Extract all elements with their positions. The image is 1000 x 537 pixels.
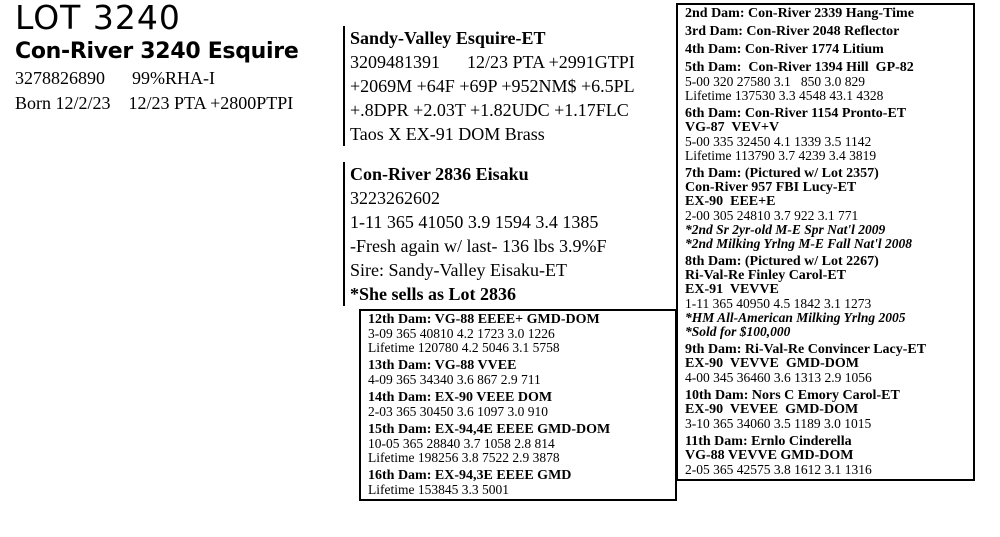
sire-name: Sandy-Valley Esquire-ET <box>350 28 546 48</box>
sire-line: Taos X EX-91 DOM Brass <box>350 124 545 144</box>
dam-heading: 5th Dam: Con-River 1394 Hill GP-82 <box>685 60 914 75</box>
dam-heading: 14th Dam: EX-90 VEEE DOM <box>368 390 553 405</box>
dam-entry <box>685 255 966 339</box>
dam-record: 1-11 365 40950 4.5 1842 3.1 1273 <box>685 296 872 311</box>
dam-block <box>343 162 663 306</box>
dam-heading: 9th Dam: Ri-Val-Re Convincer Lacy-ET <box>685 342 927 357</box>
pedigree <box>343 26 663 306</box>
dam-record: 10-05 365 28840 3.7 1058 2.8 814 <box>368 436 555 451</box>
dam-record: 3-10 365 34060 3.5 1189 3.0 1015 <box>685 416 872 431</box>
dam-record: 3-09 365 40810 4.2 1723 3.0 1226 <box>368 326 555 341</box>
dam-heading: 7th Dam: (Pictured w/ Lot 2357) <box>685 166 879 181</box>
dam-classification: EX-90 VEVEE GMD-DOM <box>685 402 859 417</box>
dam-record: 5-00 320 27580 3.1 850 3.0 829 <box>685 74 865 89</box>
dam-entry <box>368 313 668 355</box>
dam-record: 4-00 345 36460 3.6 1313 2.9 1056 <box>685 370 872 385</box>
dam-record: 2-00 305 24810 3.7 922 3.1 771 <box>685 208 859 223</box>
born-line: Born 12/2/23 12/23 PTA +2800PTPI <box>15 93 294 113</box>
dam-name: Con-River 2836 Eisaku <box>350 164 529 184</box>
dam-record: 5-00 335 32450 4.1 1339 3.5 1142 <box>685 134 872 149</box>
dam-classification: VG-87 VEV+V <box>685 120 780 135</box>
dam-heading: 12th Dam: VG-88 EEEE+ GMD-DOM <box>368 312 600 327</box>
dam-heading: 6th Dam: Con-River 1154 Pronto-ET <box>685 106 907 121</box>
dam-line: Sire: Sandy-Valley Eisaku-ET <box>350 260 567 280</box>
dam-note: *Sold for $100,000 <box>685 324 791 339</box>
dam-entry <box>685 61 966 103</box>
dam-record: Lifetime 120780 4.2 5046 3.1 5758 <box>368 340 560 355</box>
dam-entry <box>368 423 668 465</box>
dam-entry <box>368 391 668 419</box>
dam-heading: 11th Dam: Ernlo Cinderella <box>685 434 852 449</box>
dam-heading: 15th Dam: EX-94,4E EEEE GMD-DOM <box>368 422 611 437</box>
dam-entry <box>685 389 966 431</box>
dam-note: *HM All-American Milking Yrlng 2005 <box>685 310 906 325</box>
dam-heading: 3rd Dam: Con-River 2048 Reflector <box>685 24 900 39</box>
dam-heading: 10th Dam: Nors C Emory Carol-ET <box>685 388 900 403</box>
dam-record: Lifetime 198256 3.8 7522 2.9 3878 <box>368 450 560 465</box>
dam-note: *2nd Milking Yrlng M-E Fall Nat'l 2008 <box>685 236 913 251</box>
dam-entry <box>685 7 966 21</box>
dam-heading: 2nd Dam: Con-River 2339 Hang-Time <box>685 6 914 21</box>
sire-line: 3209481391 12/23 PTA +2991GTPI <box>350 52 635 72</box>
sire-line: +.8DPR +2.03T +1.82UDC +1.17FLC <box>350 100 629 120</box>
dam-entry <box>685 25 966 39</box>
dam-entry <box>685 343 966 385</box>
dam-record: Lifetime 113790 3.7 4239 3.4 3819 <box>685 148 877 163</box>
dam-entry <box>368 359 668 387</box>
sells-note: *She sells as Lot 2836 <box>350 284 517 304</box>
dam-entry <box>685 167 966 251</box>
dam-heading: 8th Dam: (Pictured w/ Lot 2267) <box>685 254 879 269</box>
sire-block <box>343 26 663 146</box>
dam-classification: EX-90 VEVVE GMD-DOM <box>685 356 859 371</box>
sire-line: +2069M +64F +69P +952NM$ +6.5PL <box>350 76 635 96</box>
dam-line: 3223262602 <box>350 188 440 208</box>
dam-classification: EX-90 EEE+E <box>685 194 776 209</box>
animal-name: Con-River 3240 Esquire <box>15 39 299 64</box>
dam-note: *2nd Sr 2yr-old M-E Spr Nat'l 2009 <box>685 222 886 237</box>
registration-line: 3278826890 99%RHA-I <box>15 68 215 88</box>
dam-line: -Fresh again w/ last- 136 lbs 3.9%F <box>350 236 607 256</box>
maternal-line-box-lower <box>359 309 677 501</box>
dam-line: 1-11 365 41050 3.9 1594 3.4 1385 <box>350 212 599 232</box>
dam-classification: VG-88 VEVVE GMD-DOM <box>685 448 854 463</box>
dam-record: 4-09 365 34340 3.6 867 2.9 711 <box>368 372 541 387</box>
dam-heading: 13th Dam: VG-88 VVEE <box>368 358 517 373</box>
dam-entry <box>685 435 966 477</box>
dam-record: Lifetime 153845 3.3 5001 <box>368 482 509 497</box>
dam-record: Lifetime 137530 3.3 4548 43.1 4328 <box>685 88 884 103</box>
dam-heading: 4th Dam: Con-River 1774 Litium <box>685 42 884 57</box>
dam-entry <box>368 469 668 497</box>
dam-entry <box>685 107 966 163</box>
dam-heading: 16th Dam: EX-94,3E EEEE GMD <box>368 468 572 483</box>
maternal-line-box-upper <box>676 3 975 481</box>
dam-subheading: Ri-Val-Re Finley Carol-ET <box>685 268 846 283</box>
dam-subheading: Con-River 957 FBI Lucy-ET <box>685 180 857 195</box>
dam-record: 2-03 365 30450 3.6 1097 3.0 910 <box>368 404 548 419</box>
dam-classification: EX-91 VEVVE <box>685 282 779 297</box>
lot-title: LOT 3240 <box>15 0 181 37</box>
dam-entry <box>685 43 966 57</box>
dam-record: 2-05 365 42575 3.8 1612 3.1 1316 <box>685 462 872 477</box>
